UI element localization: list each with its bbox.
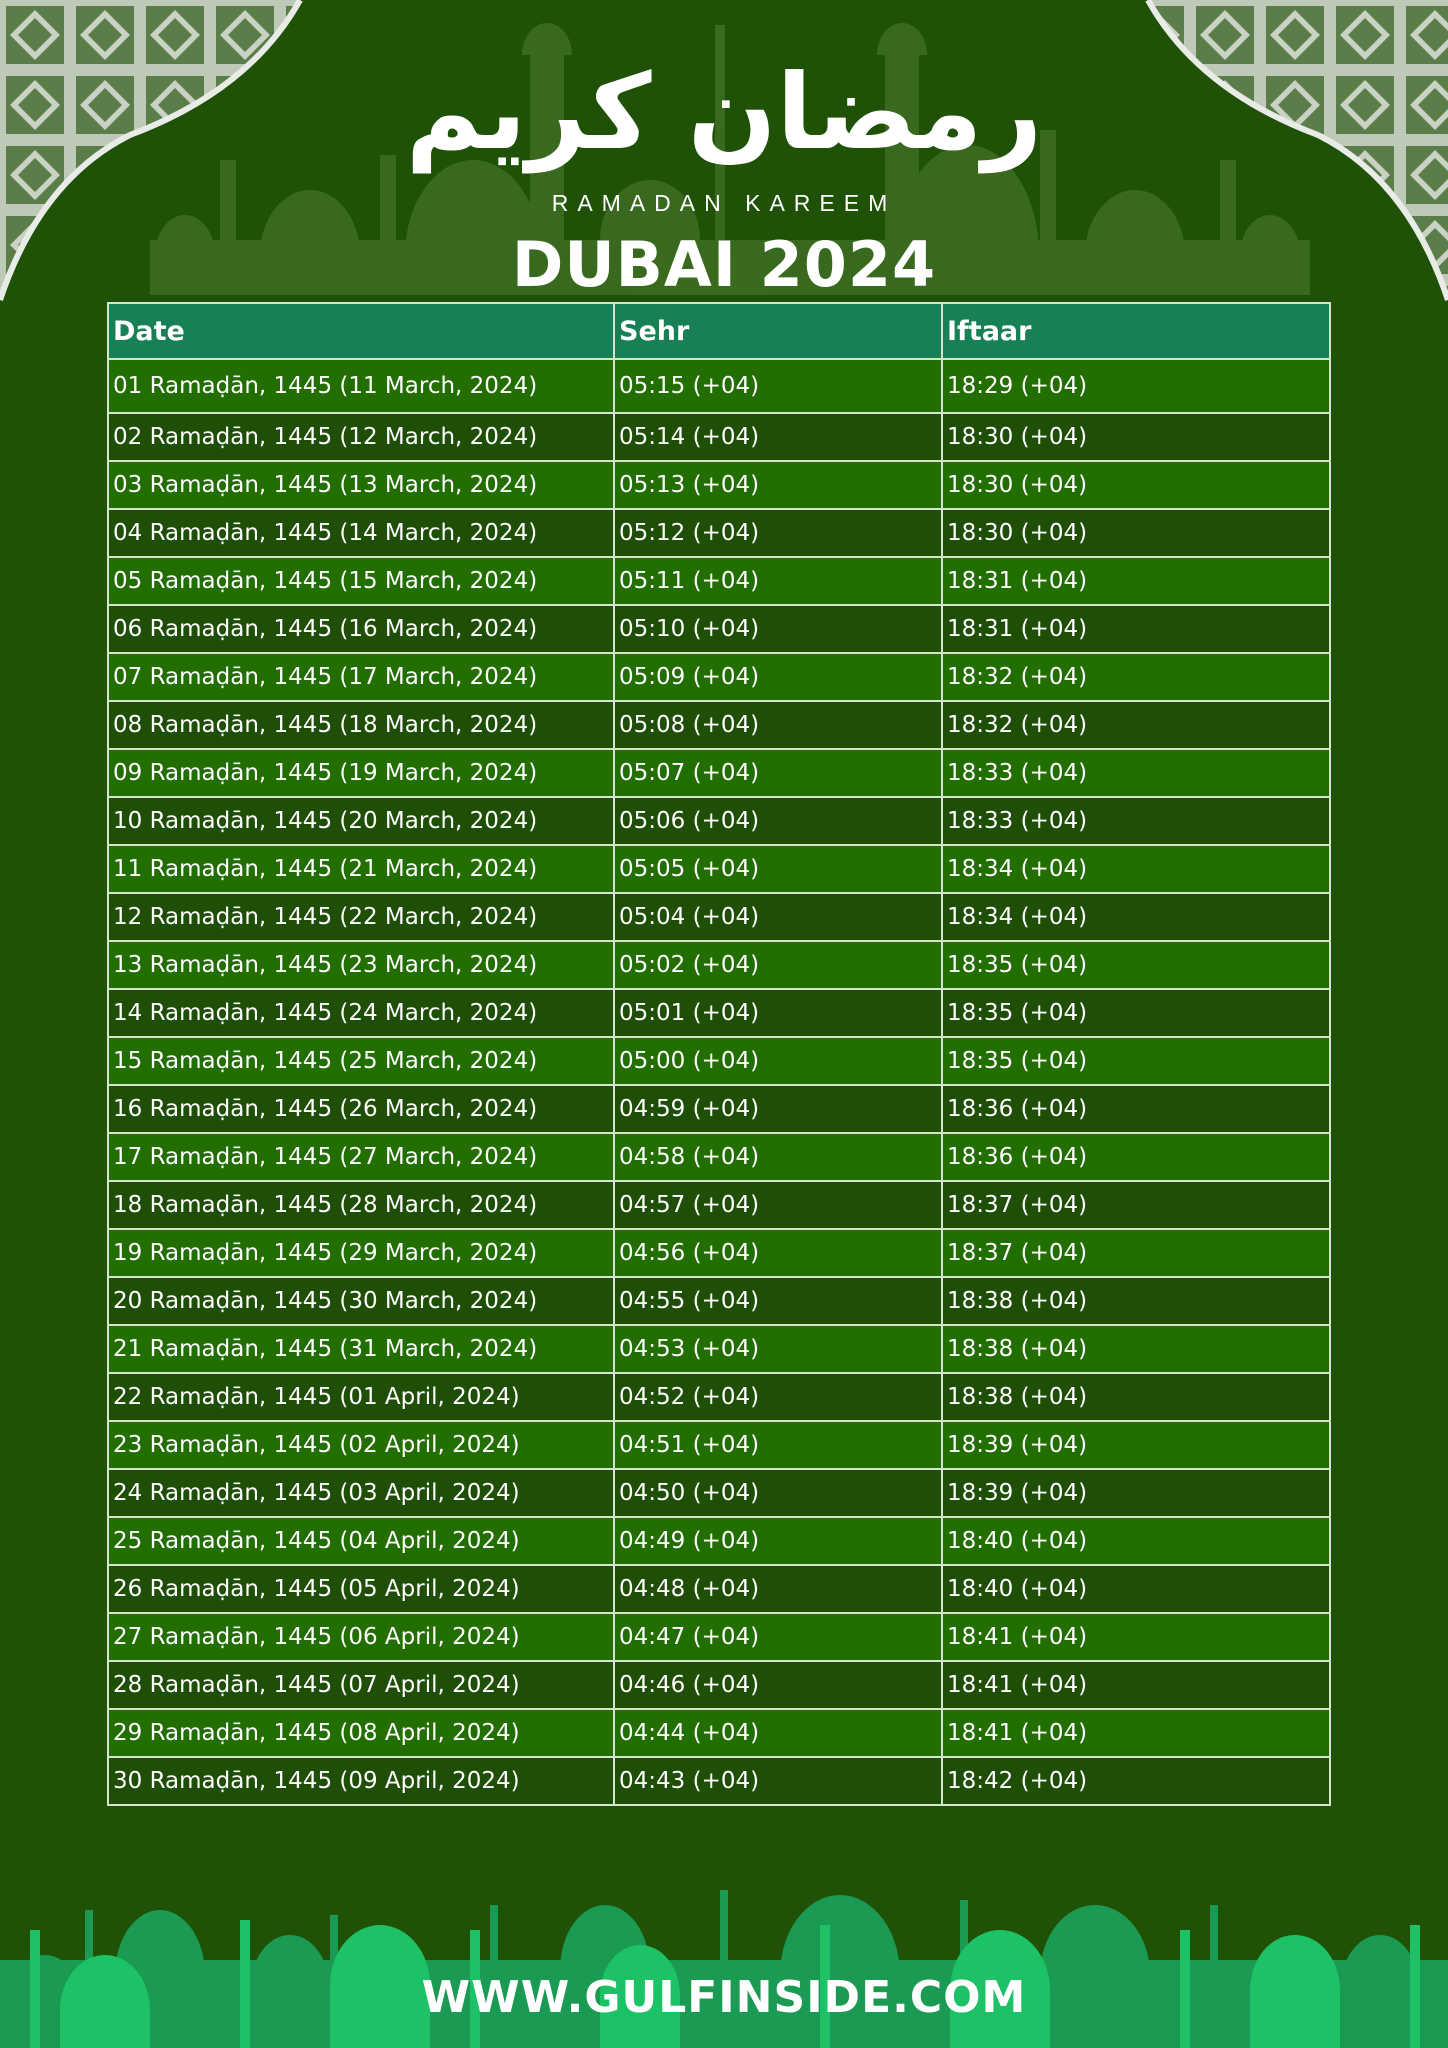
date-cell: 22 Ramaḍān, 1445 (01 April, 2024) [108,1373,614,1421]
iftaar-cell: 18:31 (+04) [942,557,1330,605]
iftaar-cell: 18:42 (+04) [942,1757,1330,1805]
date-cell: 05 Ramaḍān, 1445 (15 March, 2024) [108,557,614,605]
date-cell: 18 Ramaḍān, 1445 (28 March, 2024) [108,1181,614,1229]
sehr-cell: 05:12 (+04) [614,509,942,557]
date-cell: 15 Ramaḍān, 1445 (25 March, 2024) [108,1037,614,1085]
date-cell: 16 Ramaḍān, 1445 (26 March, 2024) [108,1085,614,1133]
sehr-cell: 04:51 (+04) [614,1421,942,1469]
date-cell: 20 Ramaḍān, 1445 (30 March, 2024) [108,1277,614,1325]
iftaar-cell: 18:36 (+04) [942,1085,1330,1133]
iftaar-cell: 18:30 (+04) [942,509,1330,557]
sehr-cell: 04:50 (+04) [614,1469,942,1517]
column-header-sehr: Sehr [614,303,942,359]
iftaar-cell: 18:38 (+04) [942,1277,1330,1325]
iftaar-cell: 18:40 (+04) [942,1565,1330,1613]
date-cell: 10 Ramaḍān, 1445 (20 March, 2024) [108,797,614,845]
iftaar-cell: 18:34 (+04) [942,893,1330,941]
column-header-date: Date [108,303,614,359]
sehr-cell: 04:53 (+04) [614,1325,942,1373]
date-cell: 27 Ramaḍān, 1445 (06 April, 2024) [108,1613,614,1661]
subtitle: RAMADAN KAREEM [551,190,897,216]
date-cell: 24 Ramaḍān, 1445 (03 April, 2024) [108,1469,614,1517]
iftaar-cell: 18:41 (+04) [942,1661,1330,1709]
iftaar-cell: 18:31 (+04) [942,605,1330,653]
sehr-cell: 04:56 (+04) [614,1229,942,1277]
iftaar-cell: 18:33 (+04) [942,797,1330,845]
iftaar-cell: 18:38 (+04) [942,1373,1330,1421]
svg-text:رمضان كريم: رمضان كريم [405,51,1043,173]
sehr-cell: 04:59 (+04) [614,1085,942,1133]
sehr-cell: 04:48 (+04) [614,1565,942,1613]
iftaar-cell: 18:29 (+04) [942,359,1330,413]
sehr-cell: 05:02 (+04) [614,941,942,989]
sehr-cell: 04:47 (+04) [614,1613,942,1661]
sehr-cell: 05:05 (+04) [614,845,942,893]
date-cell: 25 Ramaḍān, 1445 (04 April, 2024) [108,1517,614,1565]
date-cell: 17 Ramaḍān, 1445 (27 March, 2024) [108,1133,614,1181]
iftaar-cell: 18:38 (+04) [942,1325,1330,1373]
date-cell: 26 Ramaḍān, 1445 (05 April, 2024) [108,1565,614,1613]
website-url: WWW.GULFINSIDE.COM [421,1972,1027,2023]
iftaar-cell: 18:35 (+04) [942,941,1330,989]
date-cell: 30 Ramaḍān, 1445 (09 April, 2024) [108,1757,614,1805]
date-cell: 03 Ramaḍān, 1445 (13 March, 2024) [108,461,614,509]
date-cell: 29 Ramaḍān, 1445 (08 April, 2024) [108,1709,614,1757]
date-cell: 06 Ramaḍān, 1445 (16 March, 2024) [108,605,614,653]
column-header-iftaar: Iftaar [942,303,1330,359]
sehr-cell: 04:58 (+04) [614,1133,942,1181]
iftaar-cell: 18:37 (+04) [942,1181,1330,1229]
date-cell: 21 Ramaḍān, 1445 (31 March, 2024) [108,1325,614,1373]
sehr-cell: 05:09 (+04) [614,653,942,701]
sehr-cell: 05:04 (+04) [614,893,942,941]
date-cell: 07 Ramaḍān, 1445 (17 March, 2024) [108,653,614,701]
iftaar-cell: 18:41 (+04) [942,1613,1330,1661]
date-cell: 14 Ramaḍān, 1445 (24 March, 2024) [108,989,614,1037]
date-cell: 13 Ramaḍān, 1445 (23 March, 2024) [108,941,614,989]
sehr-cell: 05:10 (+04) [614,605,942,653]
iftaar-cell: 18:35 (+04) [942,989,1330,1037]
sehr-cell: 05:00 (+04) [614,1037,942,1085]
date-cell: 04 Ramaḍān, 1445 (14 March, 2024) [108,509,614,557]
iftaar-cell: 18:37 (+04) [942,1229,1330,1277]
date-cell: 02 Ramaḍān, 1445 (12 March, 2024) [108,413,614,461]
sehr-cell: 04:43 (+04) [614,1757,942,1805]
sehr-cell: 04:49 (+04) [614,1517,942,1565]
date-cell: 11 Ramaḍān, 1445 (21 March, 2024) [108,845,614,893]
sehr-cell: 05:15 (+04) [614,359,942,413]
sehr-cell: 05:13 (+04) [614,461,942,509]
sehr-cell: 05:08 (+04) [614,701,942,749]
date-cell: 08 Ramaḍān, 1445 (18 March, 2024) [108,701,614,749]
date-cell: 09 Ramaḍān, 1445 (19 March, 2024) [108,749,614,797]
sehr-cell: 05:07 (+04) [614,749,942,797]
sehr-cell: 04:52 (+04) [614,1373,942,1421]
iftaar-cell: 18:35 (+04) [942,1037,1330,1085]
iftaar-cell: 18:32 (+04) [942,653,1330,701]
date-cell: 23 Ramaḍān, 1445 (02 April, 2024) [108,1421,614,1469]
date-cell: 19 Ramaḍān, 1445 (29 March, 2024) [108,1229,614,1277]
iftaar-cell: 18:30 (+04) [942,461,1330,509]
date-cell: 01 Ramaḍān, 1445 (11 March, 2024) [108,359,614,413]
iftaar-cell: 18:34 (+04) [942,845,1330,893]
iftaar-cell: 18:32 (+04) [942,701,1330,749]
date-cell: 28 Ramaḍān, 1445 (07 April, 2024) [108,1661,614,1709]
sehr-cell: 05:01 (+04) [614,989,942,1037]
sehr-cell: 05:14 (+04) [614,413,942,461]
sehr-cell: 05:11 (+04) [614,557,942,605]
iftaar-cell: 18:39 (+04) [942,1469,1330,1517]
page-title: DUBAI 2024 [511,228,937,301]
iftaar-cell: 18:41 (+04) [942,1709,1330,1757]
iftaar-cell: 18:33 (+04) [942,749,1330,797]
iftaar-cell: 18:36 (+04) [942,1133,1330,1181]
sehr-cell: 04:57 (+04) [614,1181,942,1229]
iftaar-cell: 18:30 (+04) [942,413,1330,461]
sehr-cell: 04:55 (+04) [614,1277,942,1325]
iftaar-cell: 18:39 (+04) [942,1421,1330,1469]
iftaar-cell: 18:40 (+04) [942,1517,1330,1565]
sehr-cell: 04:44 (+04) [614,1709,942,1757]
sehr-cell: 04:46 (+04) [614,1661,942,1709]
sehr-cell: 05:06 (+04) [614,797,942,845]
date-cell: 12 Ramaḍān, 1445 (22 March, 2024) [108,893,614,941]
